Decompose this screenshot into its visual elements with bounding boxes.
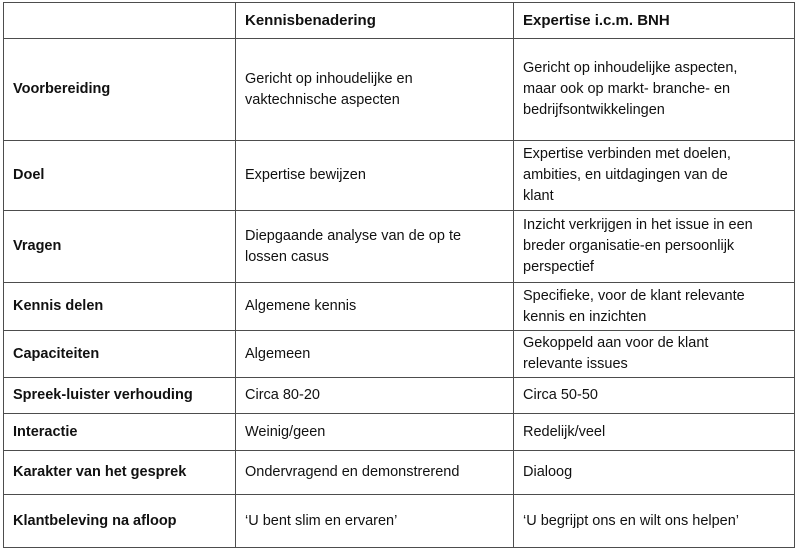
expertise-cell: ‘U begrijpt ons en wilt ons helpen’ xyxy=(514,495,795,548)
kennis-cell: ‘U bent slim en ervaren’ xyxy=(236,495,514,548)
kennis-cell: Expertise bewijzen xyxy=(236,141,514,211)
table-row xyxy=(4,211,795,283)
kennis-cell: Algemene kennis xyxy=(236,283,514,331)
row-label: Karakter van het gesprek xyxy=(4,451,236,495)
row-label: Capaciteiten xyxy=(4,331,236,378)
table-row xyxy=(4,495,795,548)
expertise-cell: Inzicht verkrijgen in het issue in een breder organisatie-en persoonlijk perspectief xyxy=(514,211,795,283)
kennis-cell: Algemeen xyxy=(236,331,514,378)
kennis-cell: Ondervragend en demonstrerend xyxy=(236,451,514,495)
header-empty xyxy=(4,3,236,39)
row-label: Interactie xyxy=(4,414,236,451)
table-row xyxy=(4,283,795,331)
table-row xyxy=(4,414,795,451)
expertise-cell: Gericht op inhoudelijke aspecten, maar ook op markt- branche- en bedrijfsontwikkelingen xyxy=(514,39,795,141)
table-row xyxy=(4,378,795,414)
expertise-cell: Specifieke, voor de klant relevante kennis en inzichten xyxy=(514,283,795,331)
row-label: Voorbereiding xyxy=(4,39,236,141)
table-row xyxy=(4,39,795,141)
table-row xyxy=(4,331,795,378)
row-label: Kennis delen xyxy=(4,283,236,331)
header-row xyxy=(4,3,795,39)
kennis-cell: Gericht op inhoudelijke en vaktechnische aspecten xyxy=(236,39,514,141)
header-expertise: Expertise i.c.m. BNH xyxy=(514,3,795,39)
expertise-cell: Circa 50-50 xyxy=(514,378,795,414)
row-label: Vragen xyxy=(4,211,236,283)
comparison-table xyxy=(3,2,795,548)
row-label: Klantbeleving na afloop xyxy=(4,495,236,548)
table-row xyxy=(4,141,795,211)
expertise-cell: Dialoog xyxy=(514,451,795,495)
kennis-cell: Circa 80-20 xyxy=(236,378,514,414)
kennis-cell: Diepgaande analyse van de op te lossen casus xyxy=(236,211,514,283)
table-row xyxy=(4,451,795,495)
row-label: Doel xyxy=(4,141,236,211)
expertise-cell: Expertise verbinden met doelen, ambities, en uitdagingen van de klant xyxy=(514,141,795,211)
row-label: Spreek-luister verhouding xyxy=(4,378,236,414)
expertise-cell: Redelijk/veel xyxy=(514,414,795,451)
expertise-cell: Gekoppeld aan voor de klant relevante issues xyxy=(514,331,795,378)
header-kennisbenadering: Kennisbenadering xyxy=(236,3,514,39)
kennis-cell: Weinig/geen xyxy=(236,414,514,451)
